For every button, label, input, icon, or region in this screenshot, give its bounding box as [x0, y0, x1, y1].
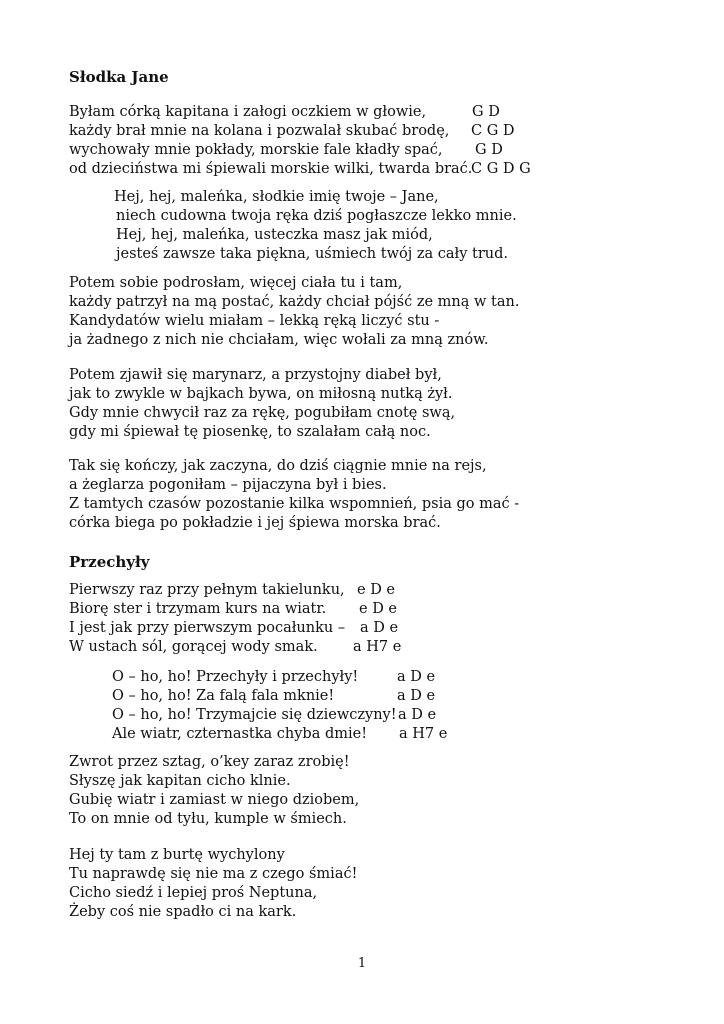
refrain-line: O – ho, ho! Za falą fala mknie! [112, 688, 335, 704]
lyric-line: ja żadnego z nich nie chciałam, więc wołali za mną znów. [69, 332, 489, 348]
chord-annotation: G D [472, 104, 500, 120]
lyric-line: Z tamtych czasów pozostanie kilka wspomnień, psia go mać - [69, 496, 520, 512]
chord-annotation: e D e [359, 601, 398, 617]
lyric-line: Tu naprawdę się nie ma z czego śmiać! [69, 866, 358, 882]
lyric-line: a żeglarza pogoniłam – pijaczyna był i bies. [69, 477, 387, 493]
refrain-line: Hej, hej, maleńka, słodkie imię twoje – Jane, [114, 189, 439, 205]
lyric-line: każdy patrzył na mą postać, każdy chciał pójść ze mną w tan. [69, 294, 520, 310]
lyric-line: Zwrot przez sztag, o’key zaraz zrobię! [69, 754, 350, 770]
chord-annotation: a D e [398, 707, 437, 723]
chord-annotation: G D [475, 142, 503, 158]
lyric-line: każdy brał mnie na kolana i pozwalał skubać brodę, [69, 123, 450, 139]
refrain-line: niech cudowna twoja ręka dziś pogłaszcze lekko mnie. [116, 208, 517, 224]
chord-annotation: C G D G [471, 161, 531, 177]
lyric-line: Hej ty tam z burtę wychylony [69, 847, 285, 863]
lyric-line: Gubię wiatr i zamiast w niego dziobem, [69, 792, 360, 808]
chord-annotation: C G D [471, 123, 515, 139]
lyric-line: Potem sobie podrosłam, więcej ciała tu i tam, [69, 275, 403, 291]
lyric-line: od dzieciństwa mi śpiewali morskie wilki, twarda brać. [69, 161, 473, 177]
chord-annotation: a D e [360, 620, 399, 636]
song-title-przechyly: Przechyły [69, 553, 150, 571]
refrain-line: Hej, hej, maleńka, usteczka masz jak miód, [116, 227, 433, 243]
lyric-line: Pierwszy raz przy pełnym takielunku, [69, 582, 345, 598]
lyric-line: W ustach sól, gorącej wody smak. [69, 639, 318, 655]
chord-annotation: e D e [357, 582, 396, 598]
lyric-line: I jest jak przy pierwszym pocałunku – [69, 620, 346, 636]
lyric-line: Żeby coś nie spadło ci na kark. [69, 904, 297, 920]
chord-annotation: a H7 e [399, 726, 448, 742]
chord-annotation: a D e [397, 669, 436, 685]
lyric-line: gdy mi śpiewał tę piosenkę, to szalałam całą noc. [69, 424, 431, 440]
lyric-line: Cicho siedź i lepiej proś Neptuna, [69, 885, 318, 901]
lyric-line: Byłam córką kapitana i załogi oczkiem w głowie, [69, 104, 427, 120]
page-number: 1 [357, 956, 367, 971]
lyric-line: Gdy mnie chwycił raz za rękę, pogubiłam cnotę swą, [69, 405, 456, 421]
lyric-line: Biorę ster i trzymam kurs na wiatr. [69, 601, 327, 617]
lyric-line: wychowały mnie pokłady, morskie fale kładły spać, [69, 142, 443, 158]
lyric-line: To on mnie od tyłu, kumple w śmiech. [69, 811, 347, 827]
lyric-line: Słyszę jak kapitan cicho klnie. [69, 773, 291, 789]
refrain-line: O – ho, ho! Trzymajcie się dziewczyny! [112, 707, 397, 723]
lyric-line: córka biega po pokładzie i jej śpiewa morska brać. [69, 515, 441, 531]
refrain-line: O – ho, ho! Przechyły i przechyły! [112, 669, 359, 685]
lyric-line: jak to zwykle w bajkach bywa, on miłosną nutką żył. [69, 386, 453, 402]
lyric-line: Tak się kończy, jak zaczyna, do dziś ciągnie mnie na rejs, [69, 458, 487, 474]
chord-annotation: a D e [397, 688, 436, 704]
refrain-line: Ale wiatr, czternastka chyba dmie! [112, 726, 368, 742]
chord-annotation: a H7 e [353, 639, 402, 655]
song-title-slodka-jane: Słodka Jane [69, 68, 169, 86]
lyric-line: Potem zjawił się marynarz, a przystojny diabeł był, [69, 367, 442, 383]
lyric-line: Kandydatów wielu miałam – lekką ręką liczyć stu - [69, 313, 440, 329]
refrain-line: jesteś zawsze taka piękna, uśmiech twój za cały trud. [116, 246, 508, 262]
